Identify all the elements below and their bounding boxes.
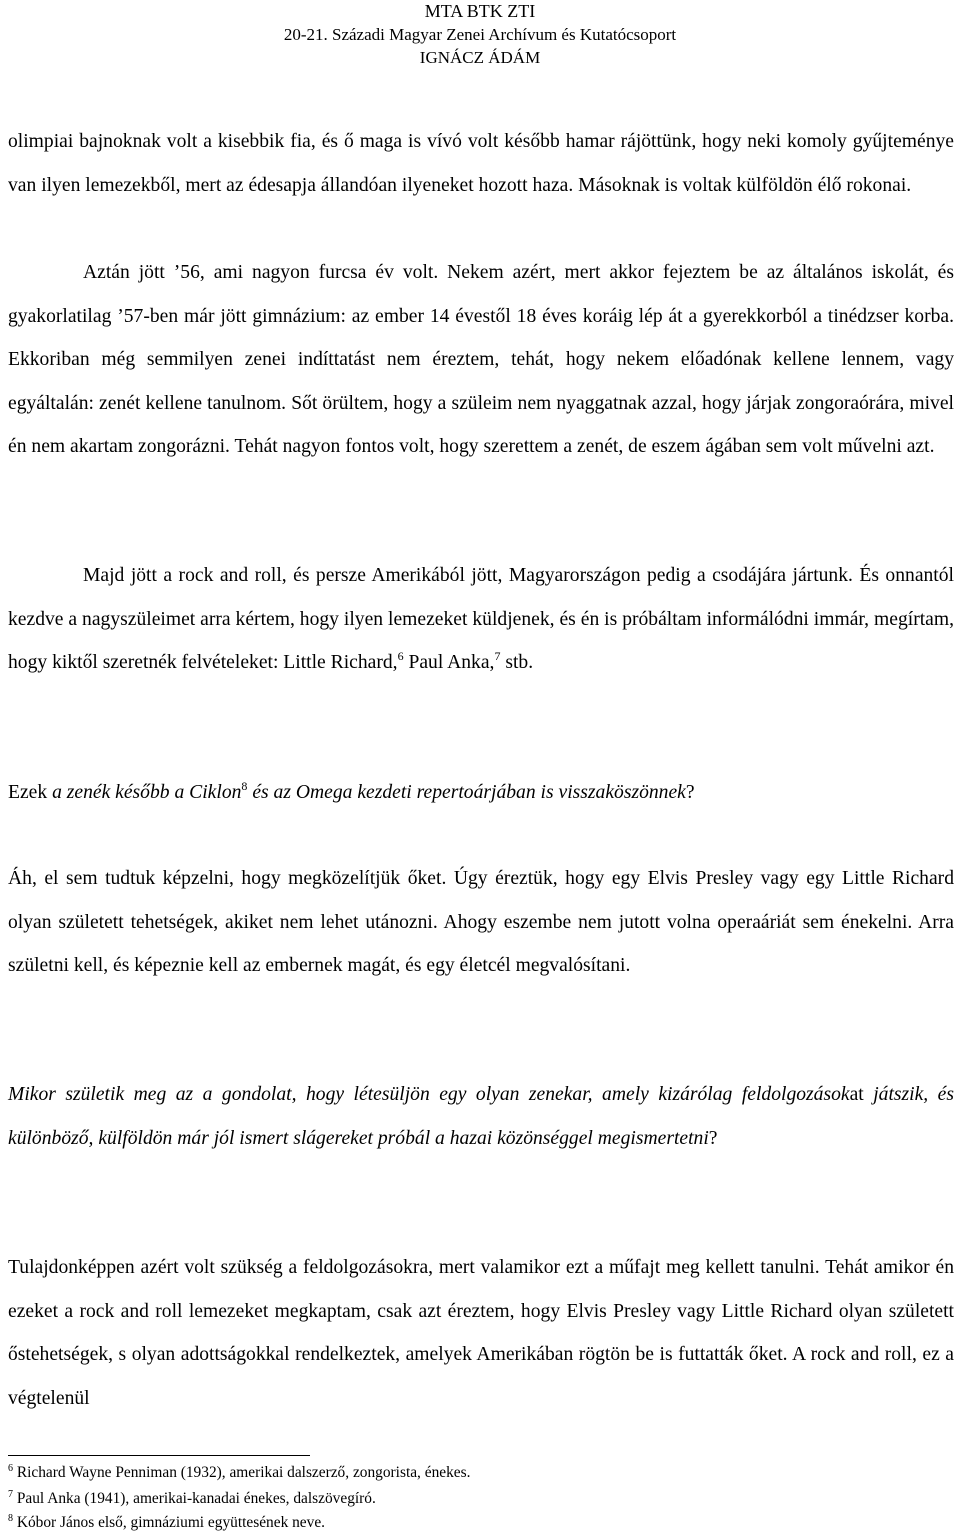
question-2-end: ? — [708, 1127, 718, 1149]
footnote-ref-7[interactable]: 7 — [494, 649, 501, 664]
answer-2: Tulajdonképpen azért volt szükség a feldolgozásokra, mert valamikor ezt a műfajt meg kellett tanulni. Tehát amikor én ezeket a rock and roll lemezeket megkaptam, csak azt éreztem, hogy Elvis Presley vagy Little Richard olyan született őstehetségek, s olyan adottságokkal rendelkeztek, amelyek Amerikában rögtön be is futtatták őket. A rock and roll, ez a végtelenül — [8, 1257, 954, 1409]
header-institution: MTA BTK ZTI — [424, 1, 536, 21]
footnote-7 — [8, 1490, 376, 1508]
footnote-7-number: 7 — [8, 1489, 13, 1500]
question-1-italic-a: a zenék később a Ciklon — [52, 782, 242, 803]
footnote-8-text: Kóbor János első, gimnáziumi együttesének neve. — [13, 1514, 326, 1531]
paragraph-3-mid: Paul Anka, — [403, 652, 495, 674]
question-1-italic-b: és az Omega kezdeti repertoárjában is visszaköszönnek — [247, 782, 686, 803]
footnote-8 — [8, 1514, 325, 1532]
header-archive: 20-21. Századi Magyar Zenei Archívum és Kutatócsoport — [283, 25, 677, 44]
question-2 — [8, 1073, 954, 1160]
footnote-ref-8[interactable]: 8 — [241, 779, 248, 793]
paragraph-2: Aztán jött ’56, ami nagyon furcsa év volt. Nekem azért, mert akkor fejeztem be az általános iskolát, és gyakorlatilag ’57-ben már jött gimnázium: az ember 14 évestől 18 éves koráig lép át a gyerekkorból a tinédzser korba. Ekkoriban még semmilyen zenei indíttatást nem éreztem, tehát, hogy nekem előadónak kellene lennem, vagy egyáltalán: zenét kellene tanulnom. Sőt örültem, hogy a szüleim nem nyaggatnak azzal, hogy járjak zongoraórára, mivel én nem akartam zongorázni. Tehát nagyon fontos volt, hogy szerettem a zenét, de eszem ágában sem volt művelni azt. — [8, 262, 954, 458]
footnote-6-text: Richard Wayne Penniman (1932), amerikai dalszerző, zongorista, énekes. — [13, 1464, 471, 1481]
question-2-italic-b: játszik, és különböző, külföldön már jól ismert slágereket próbál a hazai közönséggel megismertetni — [8, 1084, 954, 1149]
footnote-6 — [8, 1464, 470, 1482]
footnote-8-number: 8 — [8, 1513, 13, 1524]
header-author: IGNÁCZ ÁDÁM — [419, 48, 541, 67]
page-header — [0, 0, 960, 69]
question-1 — [8, 771, 954, 815]
paragraph-3 — [8, 554, 954, 685]
paragraph-1: olimpiai bajnoknak volt a kisebbik fia, és ő maga is vívó volt később hamar rájöttünk, hogy neki komoly gyűjteménye van ilyen lemezekből, mert az édesapja állandóan ilyeneket hozott haza. Másoknak is voltak külföldön élő rokonai. — [8, 131, 954, 196]
paragraph-3-end: stb. — [500, 652, 534, 674]
footnote-ref-6[interactable]: 6 — [397, 649, 404, 664]
question-1-pre: Ezek — [8, 782, 53, 803]
footnote-7-text: Paul Anka (1941), amerikai-kanadai énekes, dalszövegíró. — [13, 1490, 376, 1507]
footnote-6-number: 6 — [8, 1463, 13, 1474]
footnote-separator — [8, 1455, 310, 1456]
question-2-italic-a: Mikor születik meg az a gondolat, hogy létesüljön egy olyan zenekar, amely kizárólag feldolgozások — [8, 1084, 850, 1105]
question-1-end: ? — [685, 782, 695, 803]
answer-1: Áh, el sem tudtuk képzelni, hogy megközelítjük őket. Úgy éreztük, hogy egy Elvis Presley vagy egy Little Richard olyan született tehetségek, akiket nem lehet utánozni. Ahogy eszembe nem jutott volna operaáriát sem énekelni. Arra születni kell, és képeznie kell az embernek magát, és egy életcél megvalósítani. — [8, 868, 954, 977]
question-2-plain: at — [849, 1084, 864, 1105]
paragraph-3-text: Majd jött a rock and roll, és persze Amerikából jött, Magyarországon pedig a csodájára jártunk. És onnantól kezdve a nagyszüleimet arra kértem, hogy ilyen lemezeket küldjenek, és én is próbáltam informálódni immár, megírtam, hogy kiktől szeretnék felvételeket: Little Richard, — [8, 565, 954, 674]
